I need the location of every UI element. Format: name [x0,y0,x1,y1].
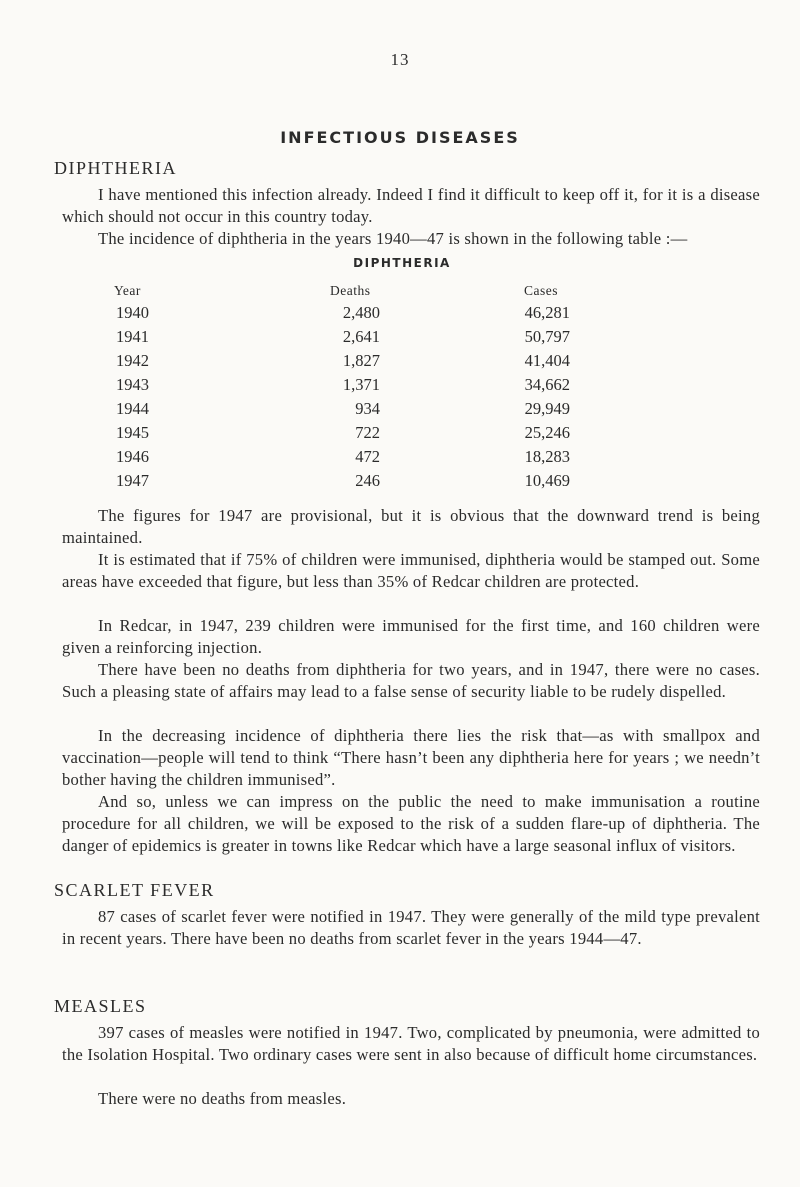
deaths-cell: 1,827 [342,351,380,370]
page-number: 13 [390,50,410,69]
table-title: DIPHTHERIA [353,256,451,270]
deaths-cell: 1,371 [342,375,380,394]
diphtheria-intro-paragraph: The incidence of diphtheria in the years 1940—47 is shown in the following table :— [98,229,688,248]
diphtheria-paragraph: And so, unless we can impress on the public the need to make immunisation a routine procedure for all children, we will be exposed to the risk of a sudden flare-up of diphtheria. The danger of epidemics is greater in towns like Redcar which have a large seasonal influx of visitors. [62,792,760,855]
table-row [0,423,800,447]
year-cell: 1943 [116,375,149,394]
deaths-cell: 472 [355,447,380,466]
deaths-cell: 722 [355,423,380,442]
measles-paragraph: 397 cases of measles were notified in 1947. Two, complicated by pneumonia, were admitted to the Isolation Hospital. Two ordinary cases were sent in also because of difficult home circumstances. [62,1023,760,1064]
column-header-year: Year [114,283,141,298]
year-cell: 1946 [116,447,149,466]
column-header-deaths: Deaths [330,283,371,298]
cases-cell: 46,281 [524,303,570,322]
table-row [0,351,800,375]
measles-paragraph: There were no deaths from measles. [98,1089,347,1108]
diphtheria-paragraph: There have been no deaths from diphtheria for two years, and in 1947, there were no cases. Such a pleasing state of affairs may lead to a false sense of security liable to be rudely dispelled. [62,660,760,701]
cases-cell: 29,949 [524,399,570,418]
cases-cell: 18,283 [524,447,570,466]
year-cell: 1942 [116,351,149,370]
diphtheria-heading: DIPHTHERIA [54,158,177,178]
cases-cell: 25,246 [524,423,570,442]
year-cell: 1947 [116,471,149,490]
table-row [0,303,800,327]
table-row [0,327,800,351]
cases-cell: 50,797 [524,327,570,346]
diphtheria-paragraph: It is estimated that if 75% of children were immunised, diphtheria would be stamped out. Some areas have exceeded that figure, but less than 35% of Redcar children are protected. [62,550,760,591]
table-row [0,375,800,399]
year-cell: 1945 [116,423,149,442]
table-row [0,471,800,495]
deaths-cell: 246 [355,471,380,490]
diphtheria-paragraph: The figures for 1947 are provisional, but it is obvious that the downward trend is being maintained. [62,506,760,547]
page-title: INFECTIOUS DISEASES [280,128,520,147]
deaths-cell: 934 [355,399,380,418]
cases-cell: 41,404 [524,351,570,370]
measles-heading: MEASLES [54,996,147,1016]
year-cell: 1944 [116,399,149,418]
table-row [0,399,800,423]
cases-cell: 34,662 [524,375,570,394]
diphtheria-paragraph: In Redcar, in 1947, 239 children were immunised for the first time, and 160 children were given a reinforcing injection. [62,616,760,657]
year-cell: 1940 [116,303,149,322]
deaths-cell: 2,480 [342,303,380,322]
column-header-cases: Cases [524,283,558,298]
cases-cell: 10,469 [524,471,570,490]
table-row [0,447,800,471]
diphtheria-intro-paragraph: I have mentioned this infection already. Indeed I find it difficult to keep off it, for it is a disease which should not occur in this country today. [62,185,760,226]
scarlet-fever-heading: SCARLET FEVER [54,880,215,900]
year-cell: 1941 [116,327,149,346]
deaths-cell: 2,641 [342,327,380,346]
scarlet-fever-paragraph: 87 cases of scarlet fever were notified in 1947. They were generally of the mild type prevalent in recent years. There have been no deaths from scarlet fever in the years 1944—47. [62,907,760,948]
diphtheria-paragraph: In the decreasing incidence of diphtheria there lies the risk that—as with smallpox and vaccination—people will tend to think “There hasn’t been any diphtheria here for years ; we needn’t bother having the children immunised”. [62,726,760,789]
